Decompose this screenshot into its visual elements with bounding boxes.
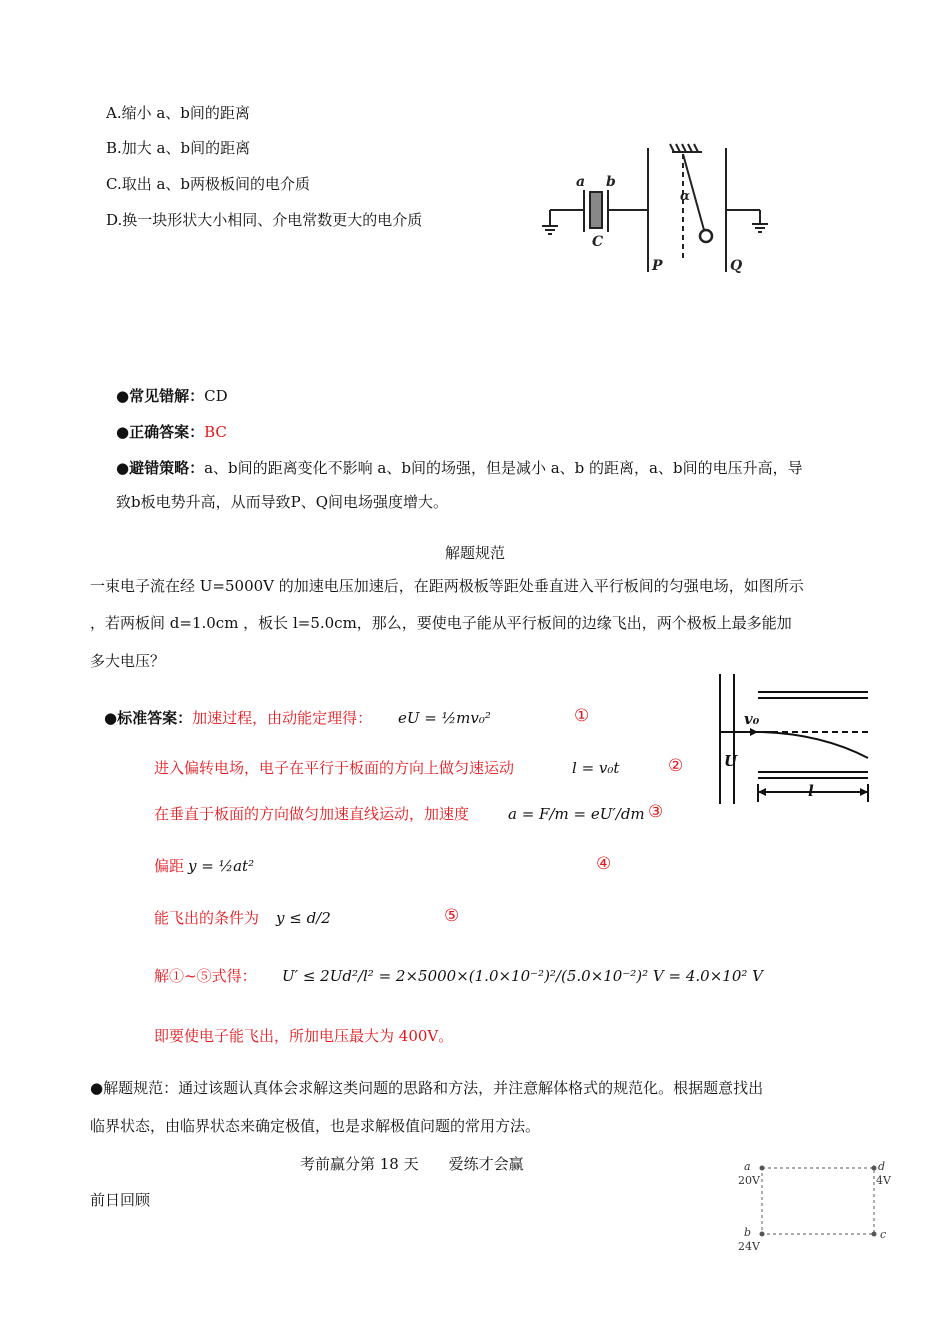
label-u: U — [724, 752, 738, 770]
label-l: l — [808, 782, 814, 800]
solution-step3-text: 在垂直于板面的方向做匀加速直线运动，加速度 — [154, 805, 470, 823]
solution-step4-eq: y = ½at² — [188, 857, 255, 875]
option-c: C.取出 a、b两极板间的电介质 — [106, 175, 311, 193]
label-alpha: α — [680, 189, 691, 204]
solution-step4-num: ④ — [596, 854, 612, 874]
label-vd: 4V — [876, 1174, 891, 1187]
label-pt-a: a — [744, 1160, 751, 1173]
section-title: 解题规范 — [444, 544, 505, 562]
capacitor-pendulum-figure — [540, 140, 780, 280]
option-d: D.换一块形状大小相同、介电常数更大的电介质 — [106, 211, 423, 229]
solution-step3-eq: a = F/m = eU′/dm — [508, 805, 645, 823]
solution-step2-text: 进入偏转电场，电子在平行于板面的方向上做匀速运动 — [154, 759, 515, 777]
norm-line2: 临界状态，由临界状态来确定极值，也是求解极值问题的常用方法。 — [90, 1117, 541, 1135]
strategy-line1: a、b间的距离变化不影响 a、b间的场强，但是减小 a、b 的距离，a、b间的电压升高，导 — [204, 459, 803, 477]
label-p: P — [652, 258, 663, 274]
solution-step1-text: 加速过程，由动能定理得： — [192, 709, 373, 727]
previous-review: 前日回顾 — [90, 1191, 151, 1209]
label-va: 20V — [738, 1174, 760, 1187]
solution-step1-num: ① — [574, 706, 590, 726]
label-b: b — [606, 174, 616, 190]
solution-conclusion: 即要使电子能飞出，所加电压最大为 400V。 — [154, 1027, 454, 1045]
potential-rectangle-figure — [734, 1158, 894, 1254]
common-error-label: ●常见错解： — [116, 387, 205, 405]
strategy-line2: 致b板电势升高，从而导致P、Q间电场强度增大。 — [116, 493, 448, 511]
option-b: B.加大 a、b间的距离 — [106, 139, 251, 157]
common-error-value: CD — [204, 387, 228, 405]
deflection-figure — [712, 670, 882, 810]
solution-step3-num: ③ — [648, 802, 664, 822]
solution-label: ●标准答案： — [104, 709, 193, 727]
solution-step1-eq: eU = ½mv₀² — [398, 709, 491, 727]
solution-step5-eq: y ≤ d/2 — [276, 909, 331, 927]
solution-step5-num: ⑤ — [444, 906, 460, 926]
label-v0: v₀ — [744, 710, 760, 728]
solution-step5-text: 能飞出的条件为 — [154, 909, 260, 927]
norm-line1: ●解题规范：通过该题认真体会求解这类问题的思路和方法，并注意解体格式的规范化。根据题意找出 — [90, 1079, 764, 1097]
problem-line2: ，若两板间 d=1.0cm ，板长 l=5.0cm，那么，要使电子能从平行板间的边缘飞出，两个极板上最多能加 — [90, 614, 792, 632]
strategy-label: ●避错策略： — [116, 459, 205, 477]
label-c: C — [592, 234, 604, 250]
solution-step6-text: 解①~⑤式得： — [154, 967, 257, 985]
footer-title: 考前赢分第 18 天 爱练才会赢 — [300, 1155, 524, 1173]
solution-step6-eq: U′ ≤ 2Ud²/l² = 2×5000×(1.0×10⁻²)²/(5.0×10⁻²)² V = 4.0×10² V — [282, 967, 763, 985]
label-pt-d: d — [878, 1160, 886, 1173]
label-pt-c: c — [880, 1228, 887, 1241]
problem-line1: 一束电子流在经 U=5000V 的加速电压加速后，在距两极板等距处垂直进入平行板间的匀强电场，如图所示 — [90, 577, 804, 595]
solution-step2-num: ② — [668, 756, 684, 776]
problem-line3: 多大电压？ — [90, 652, 166, 670]
label-vb: 24V — [738, 1240, 760, 1253]
label-pt-b: b — [744, 1226, 752, 1239]
label-a: a — [576, 174, 586, 190]
option-a: A.缩小 a、b间的距离 — [106, 104, 250, 122]
label-q: Q — [730, 258, 743, 274]
correct-answer-label: ●正确答案： — [116, 423, 205, 441]
solution-step4-text: 偏距 — [154, 857, 185, 875]
solution-step2-eq: l = v₀t — [572, 759, 620, 777]
correct-answer-value: BC — [204, 423, 227, 441]
